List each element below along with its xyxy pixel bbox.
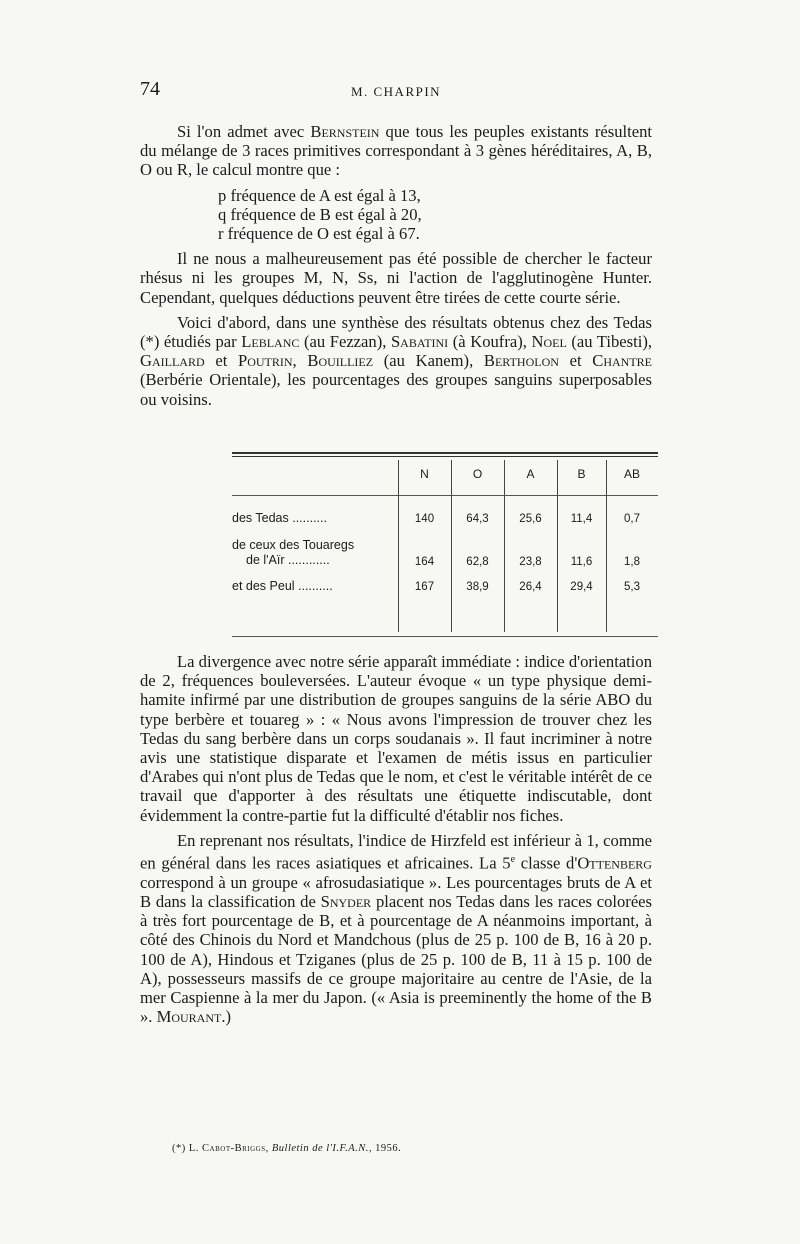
table-cell: 5,3 (624, 581, 640, 593)
text-run: classe d' (515, 853, 578, 873)
table-cell: 11,4 (570, 513, 593, 525)
paragraph-rhesus: Il ne nous a malheureusement pas été possible de chercher le facteur rhésus ni les groupes M, N, Ss, ni l'action de l'agglutinogène Hunter. Cependant, quelques déductions peuvent être tirées de cette courte série. (140, 249, 652, 307)
running-head: M. CHARPIN (350, 84, 442, 99)
text-run: Si l'on admet avec (177, 122, 311, 141)
footnote-author: L. Cabot-Briggs, (188, 1143, 269, 1154)
text-run: (au Kanem), (373, 351, 484, 371)
author-name: Chantre (592, 351, 652, 371)
table-column-divider (504, 460, 505, 632)
author-name: Bernstein (310, 122, 380, 141)
text-run: .) (221, 1007, 232, 1027)
paragraph-bernstein (140, 122, 652, 180)
footnote-mark: (*) (172, 1143, 189, 1154)
table-cell: 0,7 (624, 513, 640, 525)
author-name: Bouilliez (307, 351, 374, 371)
footnote-year: 1956. (372, 1143, 402, 1154)
author-name: Poutrin (237, 351, 293, 371)
table-row-label: des Tedas .......... (232, 511, 327, 525)
table-cell: 167 (414, 581, 435, 593)
table-cell: 38,9 (466, 581, 489, 593)
author-name: Ottenberg (577, 853, 652, 873)
table-cell: 1,8 (624, 556, 640, 568)
text-run: que tous les peuples existants résultent du mélange de 3 races primitives correspondant à 3 gènes héréditaires, A, B, O ou R, le calcul montre que : (140, 122, 652, 180)
table-cell: 26,4 (519, 581, 542, 593)
author-name: Gaillard (140, 351, 205, 371)
frequency-line-q: q fréquence de B est égal à 20, (218, 204, 422, 224)
table-row-label-cont: de l'Aïr ............ (246, 553, 330, 567)
table-column-divider (451, 460, 452, 632)
frequency-line-r: r fréquence de O est égal à 67. (218, 224, 420, 244)
author-name: Sabatini (390, 332, 449, 352)
table-rule-top (232, 452, 658, 454)
text-run: (Berbérie Orientale), les pourcentages des groupes sanguins superposables ou voisins. (140, 370, 652, 409)
text-run: En reprenant nos résultats, l'indice de Hirzfeld est inférieur à 1, comme en général dans les races asiatiques et africaines. La 5 (140, 830, 652, 873)
frequency-line-p: p fréquence de A est égal à 13, (218, 185, 421, 205)
text-run: placent nos Tedas dans les races colorées à très fort pourcentage de B, et à pourcentage de A néanmoins important, à côté des Chinois du Nord et Mandchous (plus de 25 p. 100 de B, 16 à 20 p. 100 de A), Hindous et Tziganes (plus de 25 p. 100 de B, 11 à 15 p. 100 de A), possesseurs massifs de ce groupe majoritaire au centre de l'Asie, de la mer Caspienne à la mer du Japon. (« Asia is preeminently the home of the B ». (140, 891, 653, 1027)
author-name: Leblanc (241, 332, 300, 352)
blood-group-table (232, 452, 658, 640)
author-name: Noel (531, 332, 567, 352)
paragraph-divergence: La divergence avec notre série apparaît immédiate : indice d'orientation de 2, fréquences bouleversées. L'auteur évoque « un type physique demi-hamite infirmé par une distribution de groupes sanguins de la série ABO du type berbère et touareg » : « Nous avons l'impression de trouver chez les Tedas du sang berbère dans un corps soudanais ». Il faut incriminer à notre avis une statistique disparate et l'examen de métis issus en particulier d'Arabes qui n'ont plus de Tedas que le nom, et c'est le véritable intérêt de ce travail que d'apporter à des résultats une étiquette indiscutable, dont évidemment la contre-partie fut la difficulté d'établir nos fiches. (140, 652, 652, 825)
text-run: et (204, 351, 238, 371)
table-column-divider (398, 460, 399, 632)
footnote (172, 1143, 401, 1154)
table-header-a: A (526, 467, 535, 481)
page-header (140, 78, 652, 102)
author-name: Bertholon (483, 351, 559, 371)
paragraph-synthesis (140, 313, 652, 409)
table-cell: 29,4 (570, 581, 593, 593)
table-rule-top-inner (232, 456, 658, 457)
table-row-label: et des Peul .......... (232, 579, 333, 593)
table-cell: 23,8 (519, 556, 542, 568)
text-run: (au Fezzan), (299, 332, 391, 352)
text-block-bottom (140, 652, 652, 1032)
table-rule-header (232, 495, 658, 496)
table-cell: 25,6 (519, 513, 542, 525)
table-header-o: O (472, 467, 483, 481)
table-cell: 164 (414, 556, 435, 568)
table-header-ab: AB (623, 467, 640, 481)
text-run: correspond à un groupe « afrosudasiatique ». Les pourcentages bruts de A et B dans la classification de (140, 872, 652, 911)
text-run: Voici d'abord, dans une synthèse des résultats obtenus chez des Tedas (*) étudiés par (140, 312, 652, 352)
table-column-divider (606, 460, 607, 632)
page-number: 74 (140, 78, 160, 100)
table-cell: 140 (414, 513, 435, 525)
footnote-journal: Bulletin de l'I.F.A.N., (271, 1143, 373, 1154)
table-rule-bottom (232, 636, 658, 637)
table-column-divider (557, 460, 558, 632)
text-block-top (140, 122, 652, 415)
table-cell: 64,3 (466, 513, 489, 525)
table-header-b: B (577, 467, 586, 481)
table-cell: 62,8 (466, 556, 489, 568)
author-name: Snyder (320, 891, 372, 911)
superscript: e (510, 854, 516, 866)
paragraph-hirzfeld (140, 831, 652, 1027)
text-run: , (292, 351, 308, 371)
text-run: et (558, 351, 593, 371)
table-header-n: N (420, 467, 429, 481)
table-cell: 11,6 (570, 556, 593, 568)
text-run: (à Koufra), (448, 332, 532, 352)
frequency-list (218, 186, 652, 244)
text-run: (au Tibesti), (566, 332, 652, 352)
author-name: Mourant (156, 1007, 222, 1027)
table-row-label: de ceux des Touaregs (232, 538, 355, 552)
